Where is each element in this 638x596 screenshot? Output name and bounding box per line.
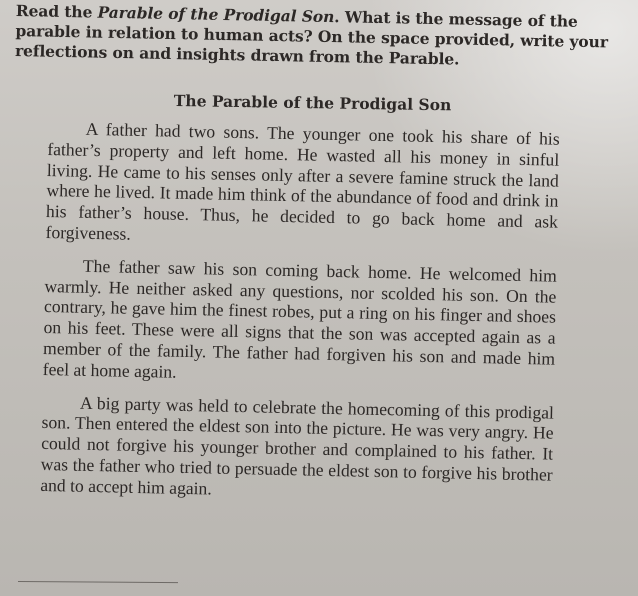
instructions-rest: . What is the message of the parable in relation to human acts? On the space provided, write your reflections on and insights drawn from the Parable.	[14, 7, 609, 69]
answer-line	[18, 581, 178, 583]
instructions-lead: Read the	[15, 1, 98, 22]
parable-paragraph-1: A father had two sons. The younger one took his share of his father’s property and left home. He wasted all his money in sinful living. He came to his senses only after a severe famine struck the land where he lived. It made him think of the abundance of food and drink in his father’s house. Thus, he decided to go back home and ask forgiveness.	[45, 118, 560, 244]
parable-title: The Parable of the Prodigal Son	[173, 91, 452, 115]
parable-paragraph-3: A big party was held to celebrate the homecoming of this prodigal son. Then entered the eldest son into the picture. He was very angry. He could not forgive his younger brother and complained to his father. It was the father who tried to persuade the eldest son to forgive his brother and to accept him again.	[40, 392, 555, 499]
instructions-text	[15, 1, 620, 73]
instructions-italic-title: Parable of the Prodigal Son	[97, 2, 335, 27]
parable-body	[40, 118, 560, 518]
parable-paragraph-2: The father saw his son coming back home. He welcomed him warmly. He neither asked any questions, nor scolded his son. On the contrary, he gave him the finest robes, put a ring on his finger and shoes on his feet. These were all signs that the son was accepted again as a member of the family. The father had forgiven his son and made him feel at home again.	[42, 255, 558, 382]
